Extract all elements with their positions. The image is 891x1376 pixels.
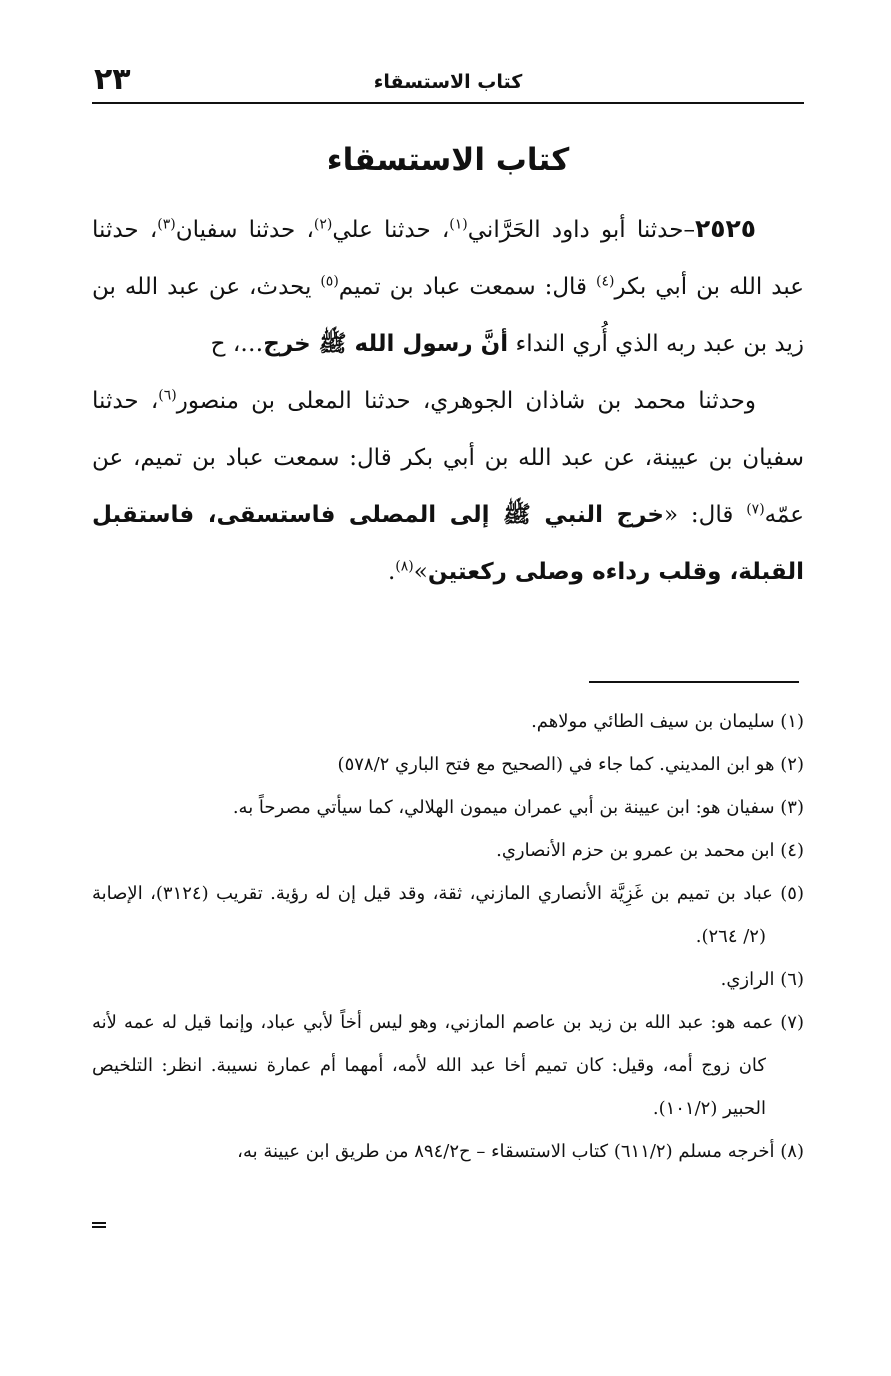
text-segment: . [387,559,396,585]
footnote-ref: (٦) [158,387,177,404]
footnote-ref: (٤) [596,273,615,290]
footnote-5: (٥) عباد بن تميم بن غَزِيَّة الأنصاري المازني، ثقة، وقد قيل إن له رؤية. تقريب (٣١٢٤)، الإصابة (٢/ ٢٦٤). [92,883,804,947]
footnote-ref: (٧) [746,501,765,518]
footnote-6: (٦) الرازي. [720,969,804,990]
chapter-title: كتاب الاستسقاء [326,142,570,178]
footnote-1: (١) سليمان بن سيف الطائي مولاهم. [531,711,804,732]
footnote-4: (٤) ابن محمد بن عمرو بن حزم الأنصاري. [496,840,804,861]
text-segment: ، حدثنا علي [332,217,450,243]
footnote-ref: (٢) [313,216,333,233]
text-segment: …، ح [210,331,264,357]
text-segment: ، حدثنا عبد الله بن أبي بكر [92,217,804,300]
text-segment: » [413,559,428,585]
text-segment: ، حدثنا سفيان [175,217,314,243]
text-segment: يحدث، عن عبد الله بن زيد بن عبد ربه الذي أُري النداء [92,274,804,357]
text-segment: قال: سمعت عباد بن تميم [338,274,596,300]
running-title: كتاب الاستسقاء [373,71,523,93]
footnote-2: (٢) هو ابن المديني. كما جاء في (الصحيح مع فتح الباري ٥٧٨/٢) [337,754,804,775]
text-segment: وحدثنا محمد بن شاذان الجوهري، حدثنا المعلى بن منصور [176,388,756,414]
highlighted-text: أنَّ رسول الله ﷺ خرج [263,331,509,357]
footnotes [92,700,804,1173]
footnote-8: (٨) أخرجه مسلم (٦١١/٢) كتاب الاستسقاء – ح٨٩٤/٢ من طريق ابن عيينة به، [237,1141,804,1162]
running-header [92,62,804,102]
footnote-ref: (٣) [157,216,176,233]
continuation-mark [92,1222,106,1228]
footnote-ref: (٨) [395,558,414,575]
text-segment: قال: « [663,502,747,528]
hadith-paragraph-2 [92,373,804,601]
hadith-text [92,200,804,601]
hadith-number: ٢٥٢٥ [694,214,757,243]
text-segment: –حدثنا أبو داود الحَرَّاني [467,217,695,243]
page-number: ٢٣ [94,62,131,97]
footnote-rule [589,681,799,683]
footnote-ref: (٥) [320,273,339,290]
header-rule [92,102,804,104]
footnote-7: (٧) عمه هو: عبد الله بن زيد بن عاصم المازني، وهو ليس أخاً لأبي عباد، وإنما قيل له عمه لأنه كان زوج أمه، وقيل: كان تميم أخا عبد الله لأمه، أمهما أم عمارة نسيبة. انظر: التلخيص الحبير (١٠١/٢). [92,1012,804,1119]
text-segment: ، حدثنا سفيان بن عيينة، عن عبد الله بن أبي بكر قال: سمعت عباد بن تميم، عن عمّه [92,388,805,528]
highlighted-text: خرج النبي ﷺ إلى المصلى فاستسقى، فاستقبل القبلة، وقلب رداءه وصلى ركعتين [92,502,804,585]
hadith-paragraph-1 [92,200,804,373]
footnote-ref: (١) [449,216,468,233]
footnote-3: (٣) سفيان هو: ابن عيينة بن أبي عمران ميمون الهلالي، كما سيأتي مصرحاً به. [232,797,804,818]
